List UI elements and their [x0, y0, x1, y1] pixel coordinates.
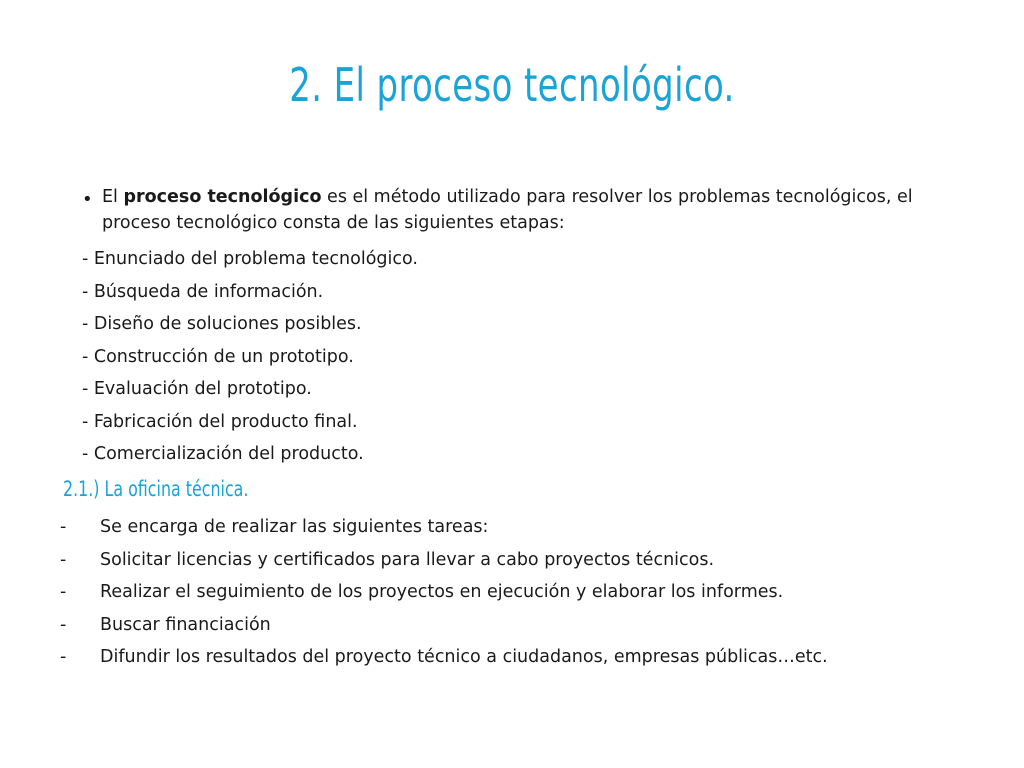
slide-title: 2. El proceso tecnológico. — [289, 58, 735, 112]
intro-text — [102, 184, 962, 236]
etapa-item: - Construcción de un prototipo. — [82, 346, 354, 367]
etapa-item: - Diseño de soluciones posibles. — [82, 314, 362, 334]
tarea-item — [60, 641, 828, 674]
intro-paragraph — [62, 184, 962, 236]
etapa-item: - Búsqueda de información. — [82, 281, 324, 302]
dash-marker: - — [60, 582, 67, 602]
dash-marker: - — [60, 549, 67, 570]
subheading: 2.1.) La oficina técnica. — [63, 477, 249, 501]
tarea-item — [60, 511, 828, 544]
intro-lead: El — [102, 187, 124, 207]
etapa-item: - Fabricación del producto final. — [82, 411, 358, 432]
dash-marker: - — [60, 614, 67, 635]
tarea-text: Difundir los resultados del proyecto técnico a ciudadanos, empresas públicas…etc. — [100, 647, 828, 667]
intro-rest: es el método utilizado para resolver los problemas tecnológicos, el proceso tecnológico consta de las siguientes etapas: — [102, 187, 913, 233]
tarea-item — [60, 544, 828, 577]
intro-bold-term: proceso tecnológico — [123, 187, 322, 207]
tarea-item — [60, 609, 828, 642]
tarea-item — [60, 576, 828, 609]
etapas-list — [82, 243, 418, 471]
tareas-list — [60, 511, 828, 674]
dash-marker: - — [60, 517, 67, 537]
tarea-text: Solicitar licencias y certificados para llevar a cabo proyectos técnicos. — [100, 549, 715, 570]
etapa-item: - Enunciado del problema tecnológico. — [82, 249, 418, 269]
tarea-text: Se encarga de realizar las siguientes tareas: — [100, 517, 489, 537]
tarea-text: Buscar financiación — [100, 614, 271, 635]
etapa-item: - Evaluación del prototipo. — [82, 379, 312, 399]
bullet-glyph: • — [82, 189, 93, 210]
tarea-text: Realizar el seguimiento de los proyectos en ejecución y elaborar los informes. — [100, 582, 784, 602]
etapa-item: - Comercialización del producto. — [82, 444, 364, 464]
dash-marker: - — [60, 647, 67, 667]
